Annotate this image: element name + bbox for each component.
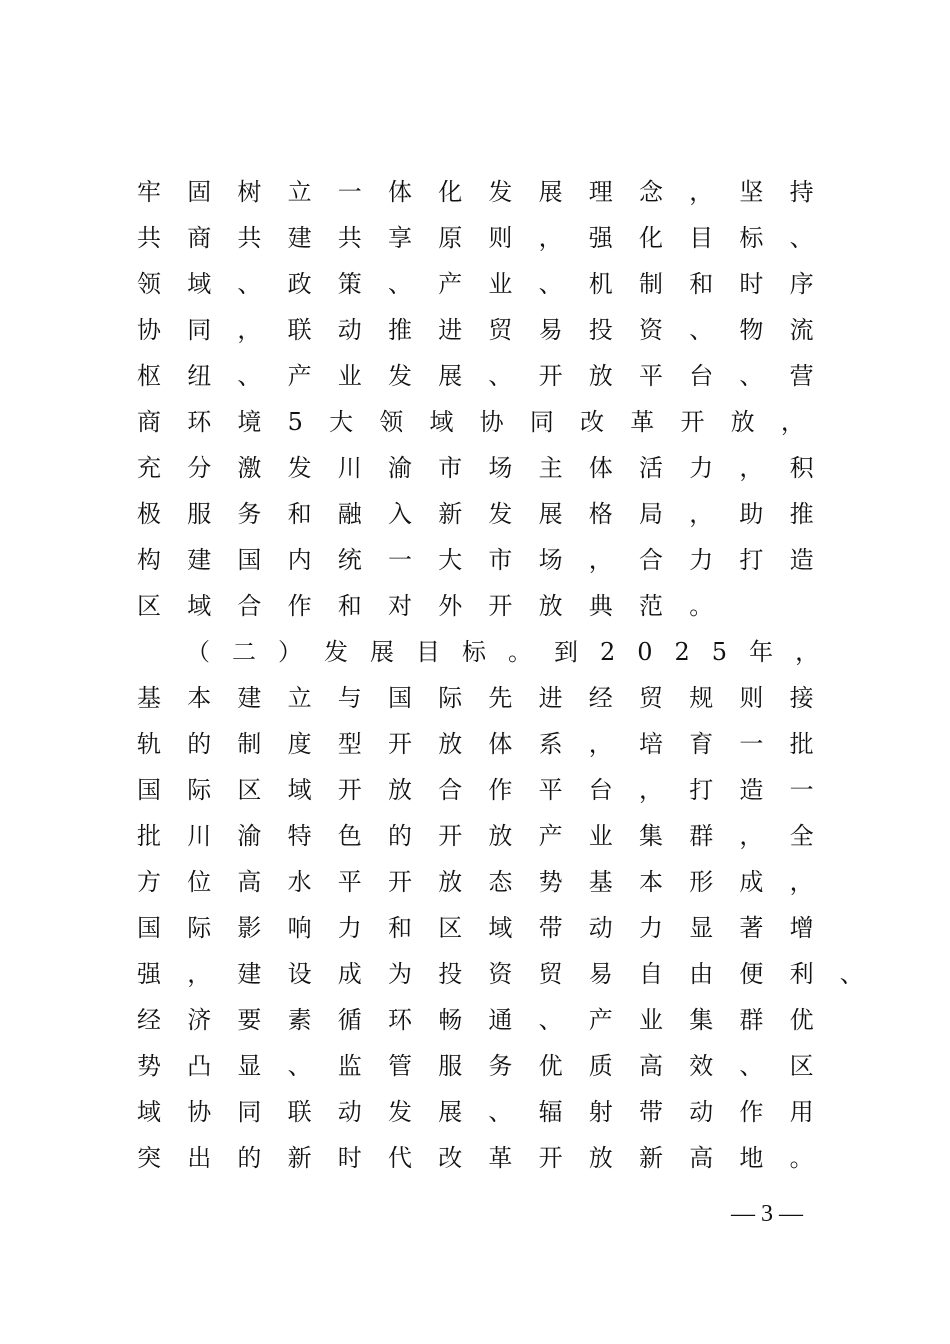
text-line-4: 协同，联动推进贸易投资、物流 <box>137 316 840 344</box>
text-line-9: 构建国内统一大市场，合力打造 <box>137 546 840 574</box>
text-line-18: 强，建设成为投资贸易自由便利、 <box>137 960 890 988</box>
text-line-3: 领域、政策、产业、机制和时序 <box>137 270 840 298</box>
text-line-5: 枢纽、产业发展、开放平台、营 <box>137 362 840 390</box>
page-number: — 3 — <box>731 1201 803 1227</box>
text-line-12: 基本建立与国际先进经贸规则接 <box>137 684 840 712</box>
text-line-19: 经济要素循环畅通、产业集群优 <box>137 1006 840 1034</box>
text-line-22: 突出的新时代改革开放新高地。 <box>137 1144 840 1172</box>
text-line-7: 充分激发川渝市场主体活力，积 <box>137 454 840 482</box>
text-line-21: 域协同联动发展、辐射带动作用 <box>137 1098 840 1126</box>
text-line-14: 国际区域开放合作平台，打造一 <box>137 776 840 804</box>
text-line-10: 区域合作和对外开放典范。 <box>137 592 740 620</box>
text-line-20: 势凸显、监管服务优质高效、区 <box>137 1052 840 1080</box>
text-line-1: 牢固树立一体化发展理念，坚持 <box>137 178 840 206</box>
text-line-13: 轨的制度型开放体系，培育一批 <box>137 730 840 758</box>
text-line-16: 方位高水平开放态势基本形成， <box>137 868 840 896</box>
text-line-8: 极服务和融入新发展格局，助推 <box>137 500 840 528</box>
text-line-15: 批川渝特色的开放产业集群，全 <box>137 822 840 850</box>
text-line-6: 商环境5大领域协同改革开放， <box>137 408 832 436</box>
section-heading-development-goal: （二）发展目标。到2025年， <box>186 638 842 666</box>
text-line-2: 共商共建共享原则，强化目标、 <box>137 224 840 252</box>
text-line-17: 国际影响力和区域带动力显著增 <box>137 914 840 942</box>
